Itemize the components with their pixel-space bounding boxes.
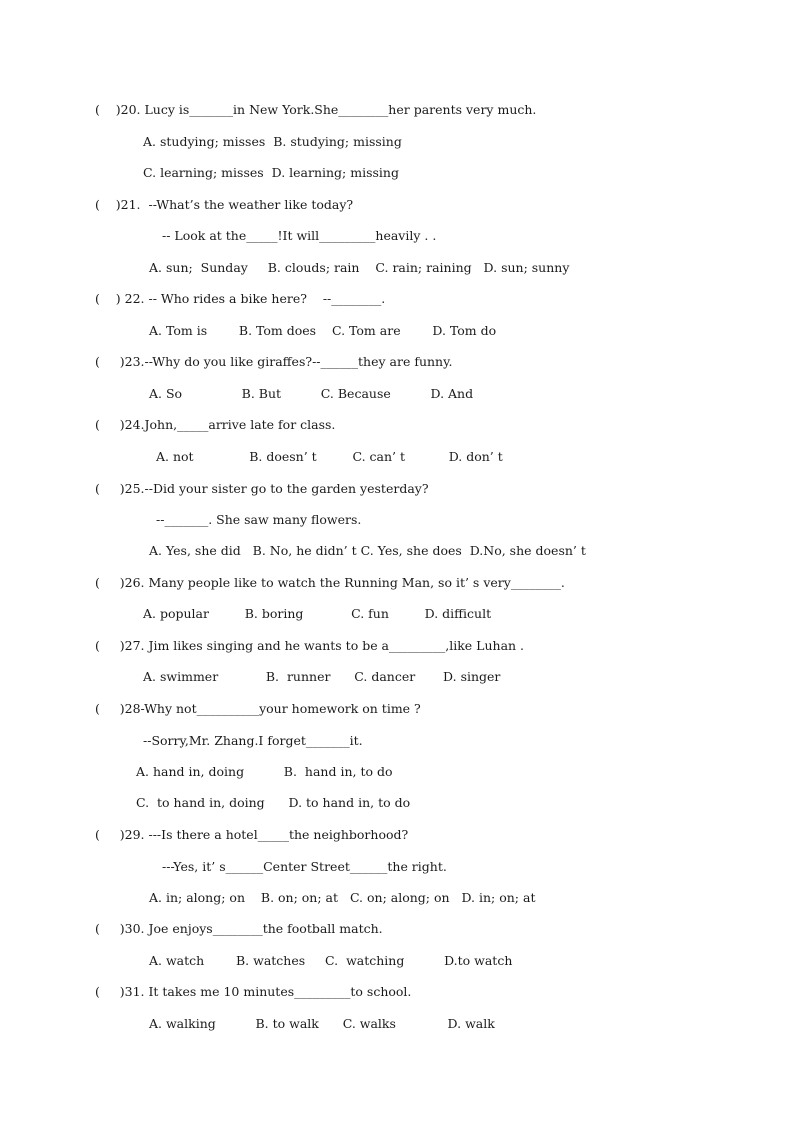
options-30: A. watch B. watches C. watching D.to watch [149, 953, 513, 968]
options-23: A. So B. But C. Because D. And [149, 386, 474, 401]
question-27: ( )27. Jim likes singing and he wants to be a_________,like Luhan . [95, 638, 525, 653]
question-23: ( )23.--Why do you like giraffes?--______they are funny. [95, 354, 453, 369]
options-20-ab: A. studying; misses B. studying; missing [143, 134, 402, 149]
options-25: A. Yes, she did B. No, he didn’ t C. Yes, she does D.No, she doesn’ t [149, 543, 586, 558]
question-21-reply: -- Look at the_____!It will_________heavily . . [162, 228, 437, 243]
options-22: A. Tom is B. Tom does C. Tom are D. Tom do [149, 323, 497, 338]
question-31: ( )31. It takes me 10 minutes_________to school. [95, 984, 412, 999]
question-25-reply: --_______. She saw many flowers. [156, 512, 362, 527]
question-24: ( )24.John,_____arrive late for class. [95, 417, 336, 432]
options-29: A. in; along; on B. on; on; at C. on; along; on D. in; on; at [149, 890, 536, 905]
options-20-cd: C. learning; misses D. learning; missing [143, 165, 399, 180]
question-28: ( )28-Why not__________your homework on time ? [95, 701, 421, 716]
options-27: A. swimmer B. runner C. dancer D. singer [143, 669, 501, 684]
options-21: A. sun; Sunday B. clouds; rain C. rain; raining D. sun; sunny [149, 260, 570, 275]
question-26: ( )26. Many people like to watch the Running Man, so it’ s very________. [95, 575, 565, 590]
options-28-cd: C. to hand in, doing D. to hand in, to do [136, 795, 411, 810]
question-29-reply: ---Yes, it’ s______Center Street______the right. [162, 859, 447, 874]
question-29: ( )29. ---Is there a hotel_____the neighborhood? [95, 827, 409, 842]
question-21: ( )21. --What’s the weather like today? [95, 197, 354, 212]
options-26: A. popular B. boring C. fun D. difficult [143, 606, 492, 621]
question-20: ( )20. Lucy is_______in New York.She________her parents very much. [95, 102, 537, 117]
options-31: A. walking B. to walk C. walks D. walk [149, 1016, 495, 1031]
question-25: ( )25.--Did your sister go to the garden yesterday? [95, 481, 429, 496]
options-28-ab: A. hand in, doing B. hand in, to do [136, 764, 393, 779]
options-24: A. not B. doesn’ t C. can’ t D. don’ t [156, 449, 503, 464]
question-22: ( ) 22. -- Who rides a bike here? --________. [95, 291, 386, 306]
question-30: ( )30. Joe enjoys________the football match. [95, 921, 383, 936]
question-28-reply: --Sorry,Mr. Zhang.I forget_______it. [143, 733, 363, 748]
